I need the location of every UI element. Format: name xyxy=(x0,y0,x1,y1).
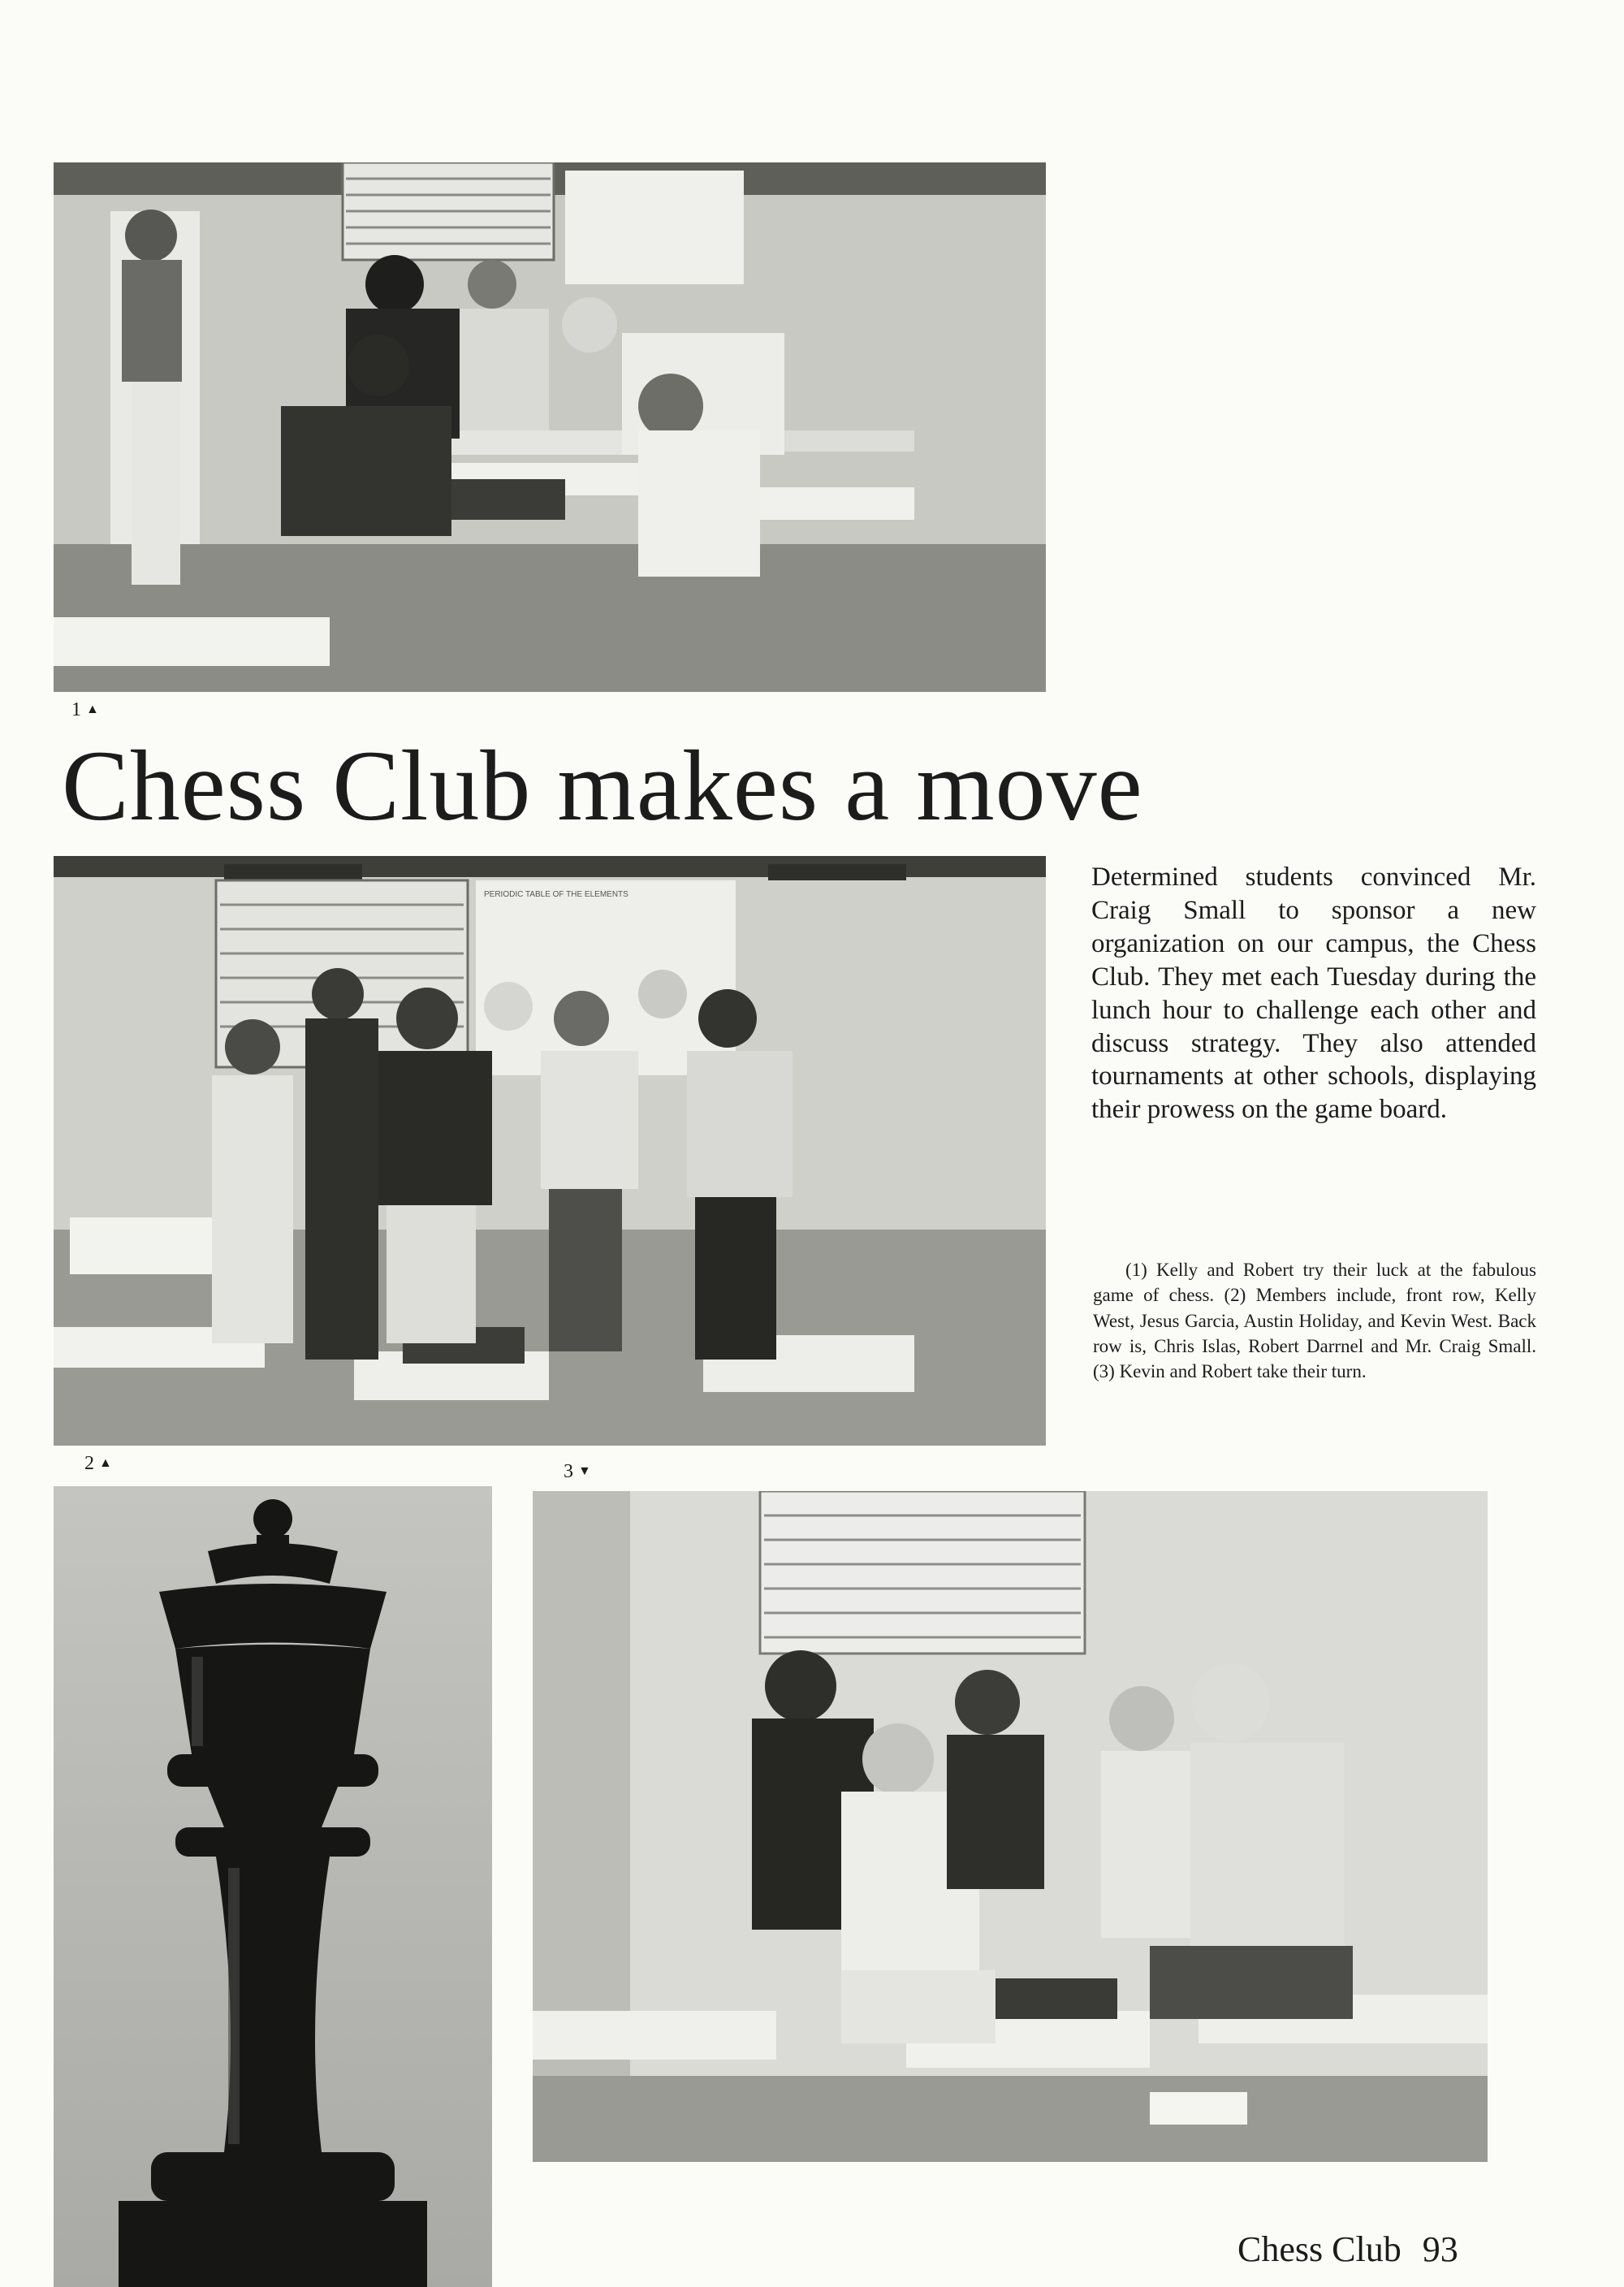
photo-3-scene xyxy=(533,1491,1488,2162)
up-arrow-icon: ▲ xyxy=(86,703,99,716)
article-body: Determined students convinced Mr. Craig Small to sponsor a new organization on our campus, the Chess Club. They met each Tuesday during the lunch hour to challenge each other and discuss strategy. They also attended tournaments at other schools, displaying their prowess on the game board. xyxy=(1091,862,1536,1125)
photo-3-number: 3 xyxy=(564,1461,573,1482)
photo-2-group-portrait xyxy=(54,856,1046,1446)
photo-captions: (1) Kelly and Robert try their luck at the fabulous game of chess. (2) Members include, front row, Kelly West, Jesus Garcia, Austin Holiday, and Kevin West. Back row is, Chris Islas, Robert Darrnel and Mr. Craig Small. (3) Kevin and Robert take their turn. xyxy=(1093,1260,1536,1382)
photo-2-scene xyxy=(54,856,1046,1446)
chess-king-photo xyxy=(54,1486,492,2287)
page-footer xyxy=(1237,2229,1458,2269)
photo-3-chess-players xyxy=(533,1491,1488,2162)
down-arrow-icon: ▼ xyxy=(578,1464,591,1478)
up-arrow-icon: ▲ xyxy=(99,1456,112,1470)
page-number: 93 xyxy=(1422,2229,1458,2269)
periodic-table-poster: PERIODIC TABLE OF THE ELEMENTS xyxy=(484,890,628,899)
photo-1-scene xyxy=(54,162,1046,692)
photo-1-marker xyxy=(71,700,99,720)
footer-section-title: Chess Club xyxy=(1237,2229,1402,2269)
photo-3-marker xyxy=(564,1462,591,1481)
chess-king-icon xyxy=(54,1486,492,2287)
photo-1-number: 1 xyxy=(71,699,81,720)
photo-2-number: 2 xyxy=(84,1453,94,1474)
page-title: Chess Club makes a move xyxy=(62,730,1143,841)
photo-2-marker xyxy=(84,1454,112,1473)
photo-1-chess-game xyxy=(54,162,1046,692)
